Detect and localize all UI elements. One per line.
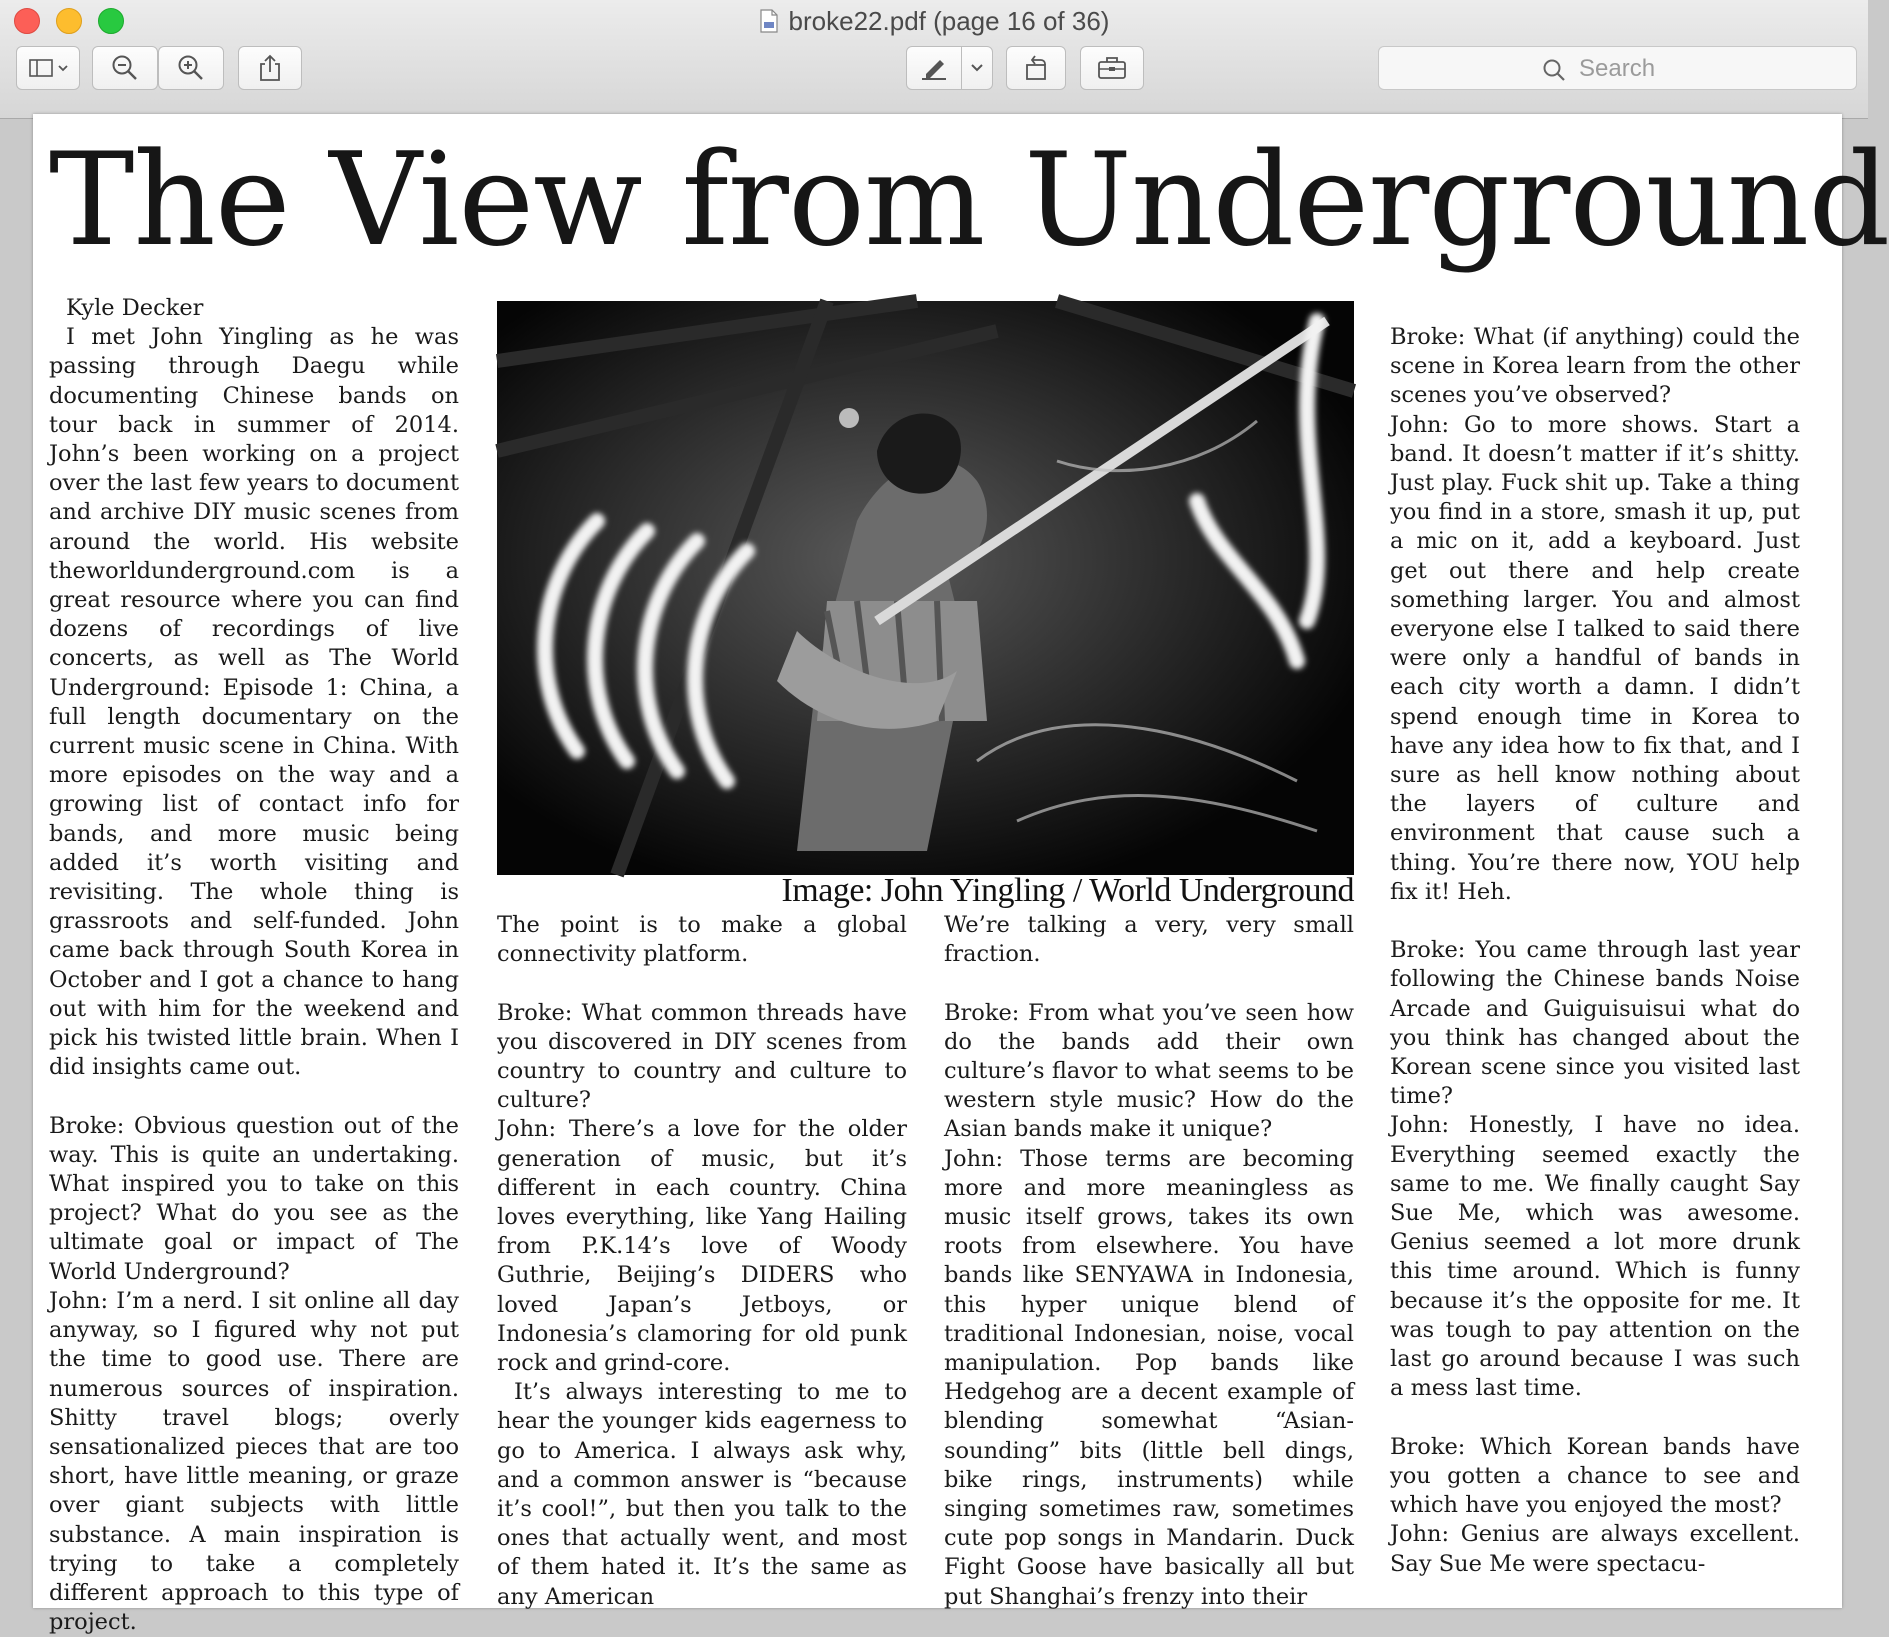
article-column-2 [497,911,907,1612]
window-title-area [0,6,1868,37]
rotate-icon [1021,53,1051,83]
paragraph: John: Go to more shows. Start a band. It doesn’t matter if it’s shitty. Just play. Fuck shit up. Take a thing you find in a store, smash it up, put a mic on it, add a keyboard. Just get out there and help create something larger. You and almost everyone else I talked to said there were only a handful of bands in each city worth a damn. I didn’t spend enough time in Korea to have any idea how to fix that, and I sure as hell know nothing about the layers of culture and environment that cause such a thing. You’re there now, YOU help fix it! Heh. [1390,411,1800,905]
paragraph: John: Honestly, I have no idea. Everything seemed exactly the same to me. We finally caught Say Sue Me, which was awesome. Genius seemed a lot more drunk this time around. Which is funny because it’s the opposite for me. It was tough to pay attention on the last go around because I was such a mess last time. [1390,1112,1800,1402]
markup-dropdown[interactable] [961,46,993,90]
paragraph: Broke: From what you’ve seen how do the bands add their own culture’s flavor to what seems to be western style music? How do the Asian bands make it unique? [944,999,1354,1143]
article-column-1 [49,294,459,1637]
pen-icon [918,54,950,82]
photo-caption: Image: John Yingling / World Underground [781,872,1354,909]
search-icon [1541,57,1567,83]
zoom-in-icon [176,53,206,83]
paragraph: We’re talking a very, very small fraction. [944,912,1354,968]
rotate-button[interactable] [1006,46,1066,90]
article-column-3 [944,911,1354,1612]
markup-button[interactable] [906,46,962,90]
paragraph: John: There’s a love for the older generation of music, but it’s different in each country. China loves everything, like Yang Hailing from P.K.14’s love of Woody Guthrie, Beijing’s DIDERS who loved Japan’s Jetboys, or Indonesia’s clamoring for old punk rock and grind-core. [497,1116,907,1377]
toolbox-button[interactable] [1080,46,1144,90]
zoom-in-button[interactable] [158,46,224,90]
paragraph: I met John Yingling as he was passing through Daegu while documenting Chinese bands on tour back in summer of 2014. John’s been working on a project over the last few years to document and archive DIY music scenes from around the world. His website theworldunderground.com is a great resource where you can find dozens of recordings of live concerts, as well as The World Underground: Episode 1: China, a full length documentary on the current music scene in China. With more episodes on the way and a growing list of contact info for bands, and more music being added it’s worth visiting and revisiting. The whole thing is grassroots and self-funded. John came back through South Korea in October and I got a chance to hang out with him for the weekend and pick his twisted little brain. When I did insights came out. [49,324,459,1081]
search-placeholder: Search [1579,55,1656,82]
share-button[interactable] [238,46,302,90]
article-column-4 [1390,323,1800,1579]
article-photo [497,301,1354,875]
paragraph: John: Genius are always excellent. Say Sue Me were spectacu- [1390,1521,1800,1577]
paragraph: John: Those terms are becoming more and more meaningless as music itself grows, takes its own roots from elsewhere. You have bands like SENYAWA in Indonesia, this hyper unique blend of traditional Indonesian, noise, vocal manipulation. Pop bands like Hedgehog are a decent example of blending somewhat “Asian-sounding” bits (little bell dings, bike rings, instruments) while singing sometimes raw, sometimes cute pop songs in Mandarin. Duck Fight Goose have basically all but put Shanghai’s frenzy into their [944,1145,1354,1610]
window-titlebar [0,0,1868,119]
pdf-page[interactable] [33,114,1889,1636]
paragraph: Broke: What common threads have you discovered in DIY scenes from country to country and culture to culture? [497,999,907,1114]
paragraph: Broke: What (if anything) could the scene in Korea learn from the other scenes you’ve observed? [1390,324,1800,409]
zoom-out-icon [110,53,140,83]
author-byline: Kyle Decker [66,295,204,321]
paragraph: John: I’m a nerd. I sit online all day anyway, so I figured why not put the time to good use. There are numerous sources of inspiration. Shitty travel blogs; overly sensationalized pieces that are too short, have little meaning, or graze over giant subjects with little substance. A main inspiration is trying to take a completely different approach to this type of project. [49,1287,459,1636]
zoom-out-button[interactable] [92,46,158,90]
article-headline: The View from Underground [49,126,1889,275]
paragraph: It’s always interesting to me to hear the younger kids eagerness to go to America. I always ask why, and a common answer is “because it’s cool!”, but then you talk to the ones that actually went, and most of them hated it. It’s the same as any American [497,1379,907,1610]
search-field[interactable] [1378,46,1857,90]
sidebar-toggle-button[interactable] [16,46,80,90]
paragraph: Broke: Which Korean bands have you gotten a chance to see and which have you enjoyed the most? [1390,1433,1800,1519]
toolbox-icon [1096,54,1128,82]
pdf-document-icon [759,9,779,33]
paragraph: Broke: You came through last year following the Chinese bands Noise Arcade and Guiguisuisui what do you think has changed about the Korean scene since you visited last time? [1390,937,1800,1110]
sidebar-icon [24,56,72,80]
paragraph: Broke: Obvious question out of the way. This is quite an undertaking. What inspired you to take on this project? What do you see as the ultimate goal or impact of The World Underground? [49,1112,459,1285]
window-title: broke22.pdf (page 16 of 36) [788,6,1110,36]
paragraph: The point is to make a global connectivity platform. [497,912,907,968]
share-icon [256,53,284,83]
chevron-down-icon [969,62,985,74]
